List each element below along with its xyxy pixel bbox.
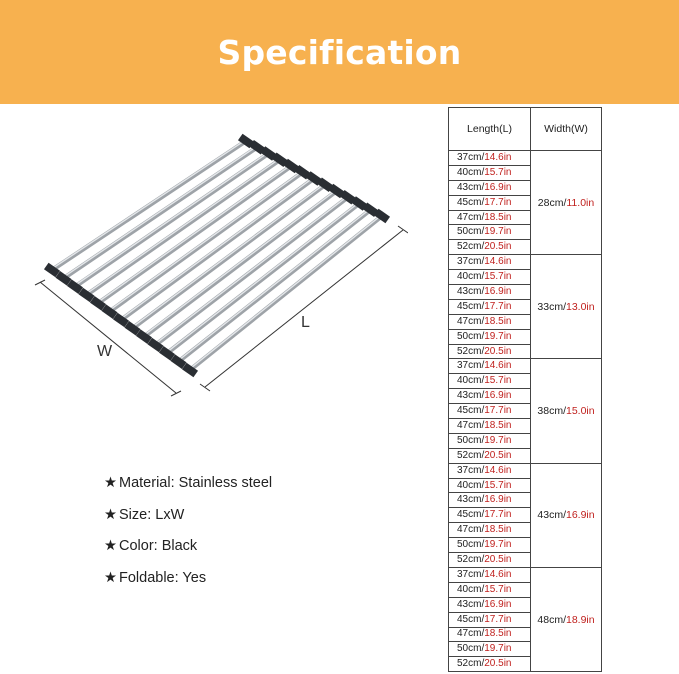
roll-up-rack-drawing [28,125,408,410]
width-inch: 15.0in [565,405,595,418]
length-cm: 45cm/ [457,405,485,417]
length-cell [449,210,531,225]
length-inch: 16.9in [484,598,512,610]
length-cm: 37cm/ [457,151,485,163]
feature-text: Color: Black [119,538,198,554]
length-inch: 16.9in [484,390,512,402]
length-cm: 43cm/ [457,390,485,402]
length-inch: 14.6in [484,151,512,163]
feature-item [104,505,272,537]
length-inch: 17.7in [484,509,512,521]
length-cm: 43cm/ [457,285,485,297]
length-cm: 47cm/ [457,419,485,431]
width-cell [531,567,602,671]
star-icon: ★ [104,538,117,554]
length-inch: 20.5in [484,658,512,670]
length-cm: 43cm/ [457,181,485,193]
width-cell [531,151,602,255]
length-inch: 17.7in [484,196,512,208]
length-inch: 15.7in [484,375,512,387]
length-cell [449,404,531,419]
length-cm: 50cm/ [457,226,485,238]
width-cm: 33cm/ [537,300,566,313]
length-cm: 40cm/ [457,166,485,178]
length-cell [449,299,531,314]
length-cell [449,508,531,523]
length-inch: 19.7in [484,226,512,238]
length-cell [449,314,531,329]
length-cm: 52cm/ [457,553,485,565]
banner-title: Specification [217,32,462,72]
length-cell [449,225,531,240]
length-cell [449,165,531,180]
length-inch: 19.7in [484,434,512,446]
length-cm: 45cm/ [457,196,485,208]
feature-list [104,473,272,599]
length-inch: 16.9in [484,285,512,297]
length-label: L [301,314,310,331]
length-cell [449,359,531,374]
length-cell [449,553,531,568]
length-cm: 40cm/ [457,583,485,595]
width-cm: 48cm/ [537,613,566,626]
table-row [449,359,602,374]
length-inch: 20.5in [484,241,512,253]
length-cm: 37cm/ [457,256,485,268]
length-inch: 17.7in [484,300,512,312]
length-cell [449,448,531,463]
length-cell [449,433,531,448]
length-inch: 18.5in [484,524,512,536]
length-cell [449,195,531,210]
length-cell [449,180,531,195]
length-inch: 19.7in [484,643,512,655]
table-header-row [449,108,602,151]
length-cell [449,582,531,597]
star-icon: ★ [104,569,117,586]
length-cell [449,627,531,642]
length-cell [449,285,531,300]
length-cell [449,463,531,478]
star-icon: ★ [104,506,117,523]
width-inch: 13.0in [565,300,595,313]
length-cm: 37cm/ [457,360,485,372]
length-inch: 18.5in [484,211,512,223]
table-row [449,255,602,270]
table-row [449,463,602,478]
length-cm: 52cm/ [457,241,485,253]
table-row [449,151,602,166]
length-inch: 16.9in [484,494,512,506]
star-icon: ★ [104,475,117,491]
rack-rod-highlight [190,215,382,369]
feature-item [104,536,272,568]
length-inch: 16.9in [484,181,512,193]
length-cm: 37cm/ [457,464,485,476]
width-cm: 28cm/ [537,196,567,209]
length-inch: 20.5in [484,553,512,565]
length-cell [449,538,531,553]
length-inch: 17.7in [484,613,512,625]
length-inch: 14.6in [484,360,512,372]
length-cell [449,657,531,672]
feature-text: Size: LxW [119,506,185,523]
length-inch: 14.6in [484,568,512,580]
spec-table [448,107,602,672]
length-cell [449,642,531,657]
width-inch: 18.9in [565,613,595,626]
length-cell [449,255,531,270]
length-cell [449,419,531,434]
length-inch: 18.5in [484,628,512,640]
feature-text: Material: Stainless steel [119,475,273,491]
length-cm: 40cm/ [457,271,485,283]
width-cell [531,255,602,359]
length-inch: 20.5in [484,345,512,357]
length-cm: 50cm/ [457,539,485,551]
length-cm: 47cm/ [457,315,485,327]
length-cm: 45cm/ [457,509,485,521]
width-cell [531,359,602,463]
length-cm: 47cm/ [457,211,485,223]
length-inch: 15.7in [484,583,512,595]
length-inch: 15.7in [484,479,512,491]
length-inch: 19.7in [484,539,512,551]
length-inch: 18.5in [484,419,512,431]
length-inch: 14.6in [484,256,512,268]
width-cell [531,463,602,567]
length-header: Length(L) [449,108,531,151]
width-cm: 43cm/ [537,509,566,522]
length-inch: 17.7in [484,405,512,417]
specification-banner [0,0,679,104]
rack-rod-highlight [167,202,359,352]
length-inch: 19.7in [484,330,512,342]
length-cell [449,374,531,389]
length-cm: 50cm/ [457,330,485,342]
length-cell [449,523,531,538]
length-cell [449,240,531,255]
length-cell [449,478,531,493]
width-cm: 38cm/ [537,405,566,418]
length-cm: 47cm/ [457,524,485,536]
length-inch: 15.7in [484,271,512,283]
length-inch: 18.5in [484,315,512,327]
length-cm: 52cm/ [457,449,485,461]
width-inch: 16.9in [565,509,595,522]
length-cell [449,493,531,508]
width-inch: 11.0in [566,196,595,209]
width-label: W [97,343,113,360]
feature-item [104,568,272,600]
length-cell [449,567,531,582]
length-cell [449,344,531,359]
feature-item [104,473,272,505]
length-cm: 45cm/ [457,300,485,312]
table-row [449,567,602,582]
length-cm: 40cm/ [457,479,485,491]
length-cell [449,612,531,627]
length-cm: 45cm/ [457,613,485,625]
length-inch: 15.7in [484,166,512,178]
rods-group [52,140,382,370]
length-cm: 43cm/ [457,494,485,506]
length-cell [449,270,531,285]
length-cm: 52cm/ [457,345,485,357]
length-cell [449,597,531,612]
length-cm: 47cm/ [457,628,485,640]
rack-rod [190,216,382,370]
length-cell [449,329,531,344]
length-cm: 52cm/ [457,658,485,670]
rack-rod-highlight [179,208,371,360]
length-cell [449,389,531,404]
length-cm: 40cm/ [457,375,485,387]
length-inch: 14.6in [484,464,512,476]
length-cell [449,151,531,166]
length-cm: 43cm/ [457,598,485,610]
rack-rod [179,210,371,362]
length-cm: 37cm/ [457,568,485,580]
length-cm: 50cm/ [457,434,485,446]
length-cm: 50cm/ [457,643,485,655]
width-header: Width(W) [531,108,602,151]
length-inch: 20.5in [484,449,512,461]
feature-text: Foldable: Yes [119,569,207,586]
